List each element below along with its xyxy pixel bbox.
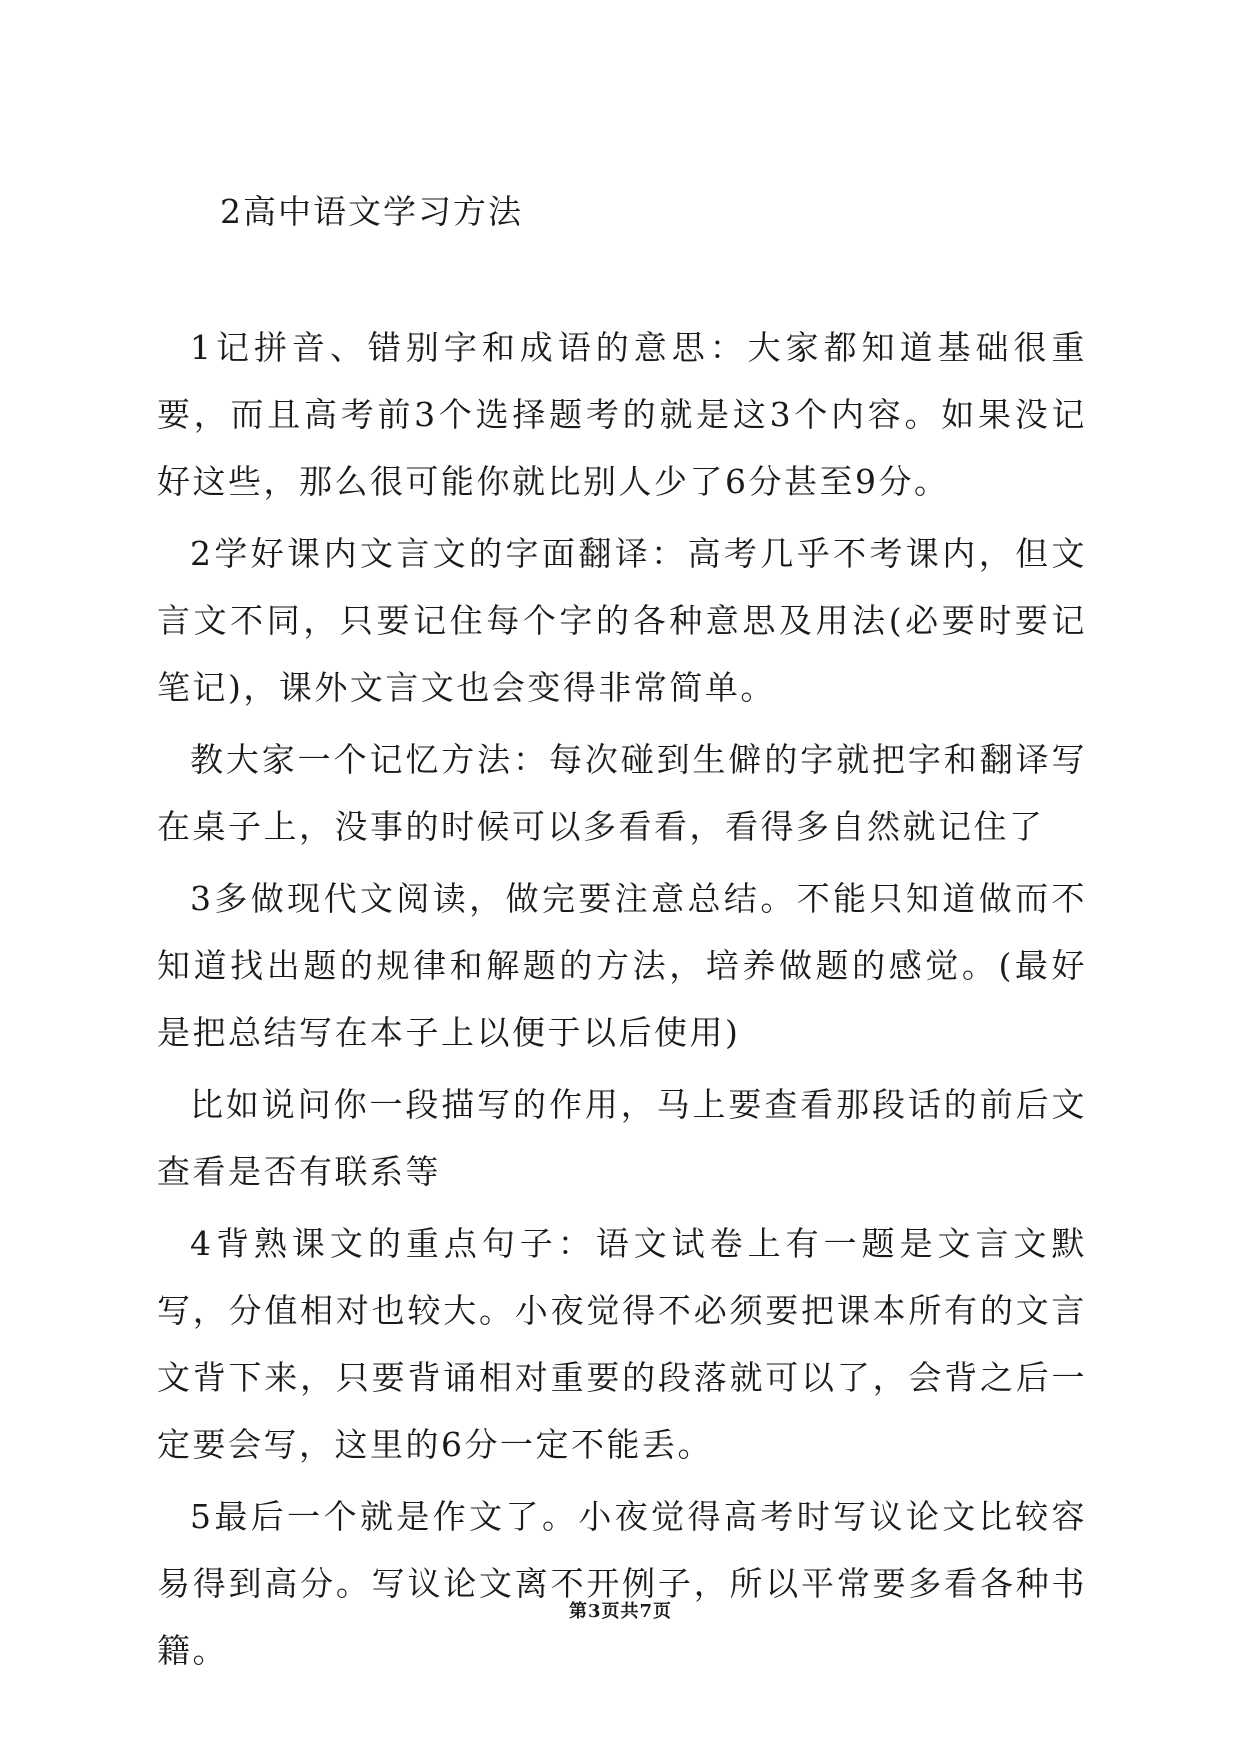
- paragraph-1: 1记拼音、错别字和成语的意思：大家都知道基础很重要，而且高考前3个选择题考的就是这3个内容。如果没记好这些，那么很可能你就比别人少了6分甚至9分。: [157, 328, 1087, 501]
- paragraph-3: 教大家一个记忆方法：每次碰到生僻的字就把字和翻译写在桌子上，没事的时候可以多看看，看得多自然就记住了: [157, 740, 1087, 846]
- section-heading: 2高中语文学习方法: [220, 192, 523, 231]
- paragraph-6: 4背熟课文的重点句子：语文试卷上有一题是文言文默写，分值相对也较大。小夜觉得不必须要把课本所有的文言文背下来，只要背诵相对重要的段落就可以了，会背之后一定要会写，这里的6分一定不能丢。: [157, 1224, 1087, 1464]
- paragraph-7: 5最后一个就是作文了。小夜觉得高考时写议论文比较容易得到高分。写议论文离不开例子，所以平常要多看各种书籍。: [157, 1497, 1087, 1670]
- paragraph-4: 3多做现代文阅读，做完要注意总结。不能只知道做而不知道找出题的规律和解题的方法，培养做题的感觉。(最好是把总结写在本子上以便于以后使用): [157, 879, 1087, 1052]
- paragraph-2: 2学好课内文言文的字面翻译：高考几乎不考课内，但文言文不同，只要记住每个字的各种意思及用法(必要时要记笔记)，课外文言文也会变得非常简单。: [157, 534, 1087, 707]
- page-number-footer: 第3页共7页: [568, 1601, 673, 1622]
- paragraph-5: 比如说问你一段描写的作用，马上要查看那段话的前后文查看是否有联系等: [157, 1085, 1087, 1191]
- body-text: [157, 314, 1087, 1689]
